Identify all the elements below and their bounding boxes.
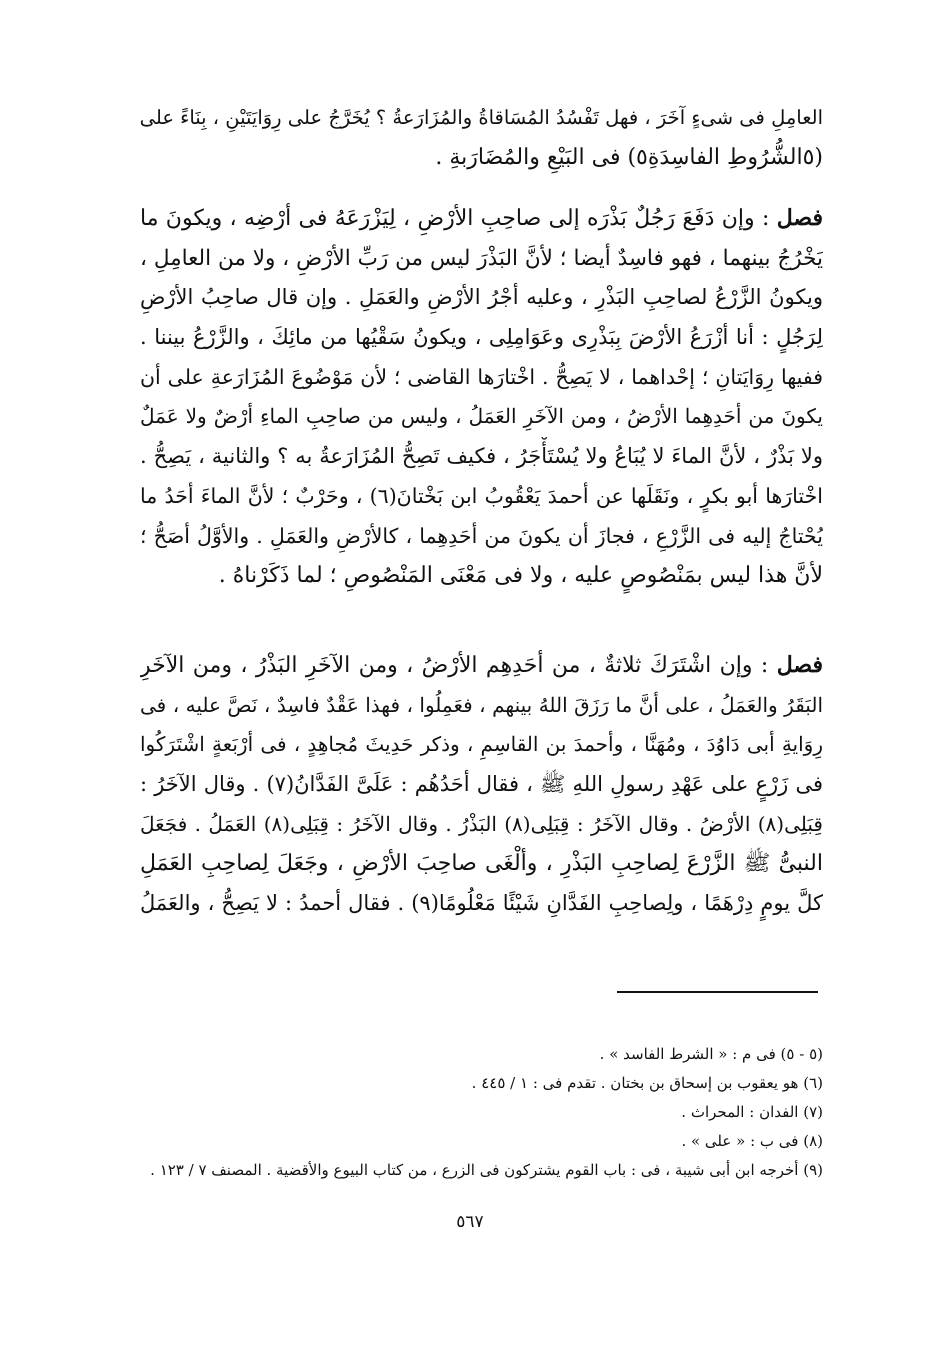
- text-line-body: : وإن دَفَعَ رَجُلٌ بَذْرَه إلى صاحِبِ الأرْضِ ، لِيَزْرَعَهُ فى أرْضِه ، ويكونَ ما: [140, 206, 770, 231]
- footnote: (٩) أخرجه ابن أبى شيبة ، فى : باب القوم يشتركون فى الزرع ، من كتاب البيوع والأقضية . المصنف ٧ / ١٢٣ .: [150, 1161, 823, 1179]
- footnotes: [140, 1040, 823, 1185]
- text-line: (٥الشُّرُوطِ الفاسِدَةِ٥) فى البَيْعِ والمُضَارَبةِ .: [435, 144, 823, 170]
- text-line: لِرَجُلٍ : أنا أزْرَعُ الأرْضَ بِبَذْرِى وعَوَامِلِى ، ويكونُ سَقْيُها من مائِكَ ، والزَّرْعُ بيننا .: [140, 325, 823, 350]
- footnote: (٧) الفدان : المحراث .: [681, 1103, 823, 1121]
- footnote: (٦) هو يعقوب بن إسحاق بن بختان . تقدم فى : ١ / ٤٤٥ .: [471, 1074, 823, 1092]
- text-line: فى زَرْعٍ على عَهْدِ رسولِ اللهِ ﷺ ، فقال أحَدُهُم : عَلَىَّ الفَدَّانُ(٧) . وقال الآخَرُ :: [140, 772, 823, 797]
- text-line: لأنَّ هذا ليس بمَنْصُوصٍ عليه ، ولا فى مَعْنَى المَنْصُوصِ ؛ لما ذَكَرْناهُ .: [218, 563, 823, 589]
- paragraph-1: [140, 98, 823, 177]
- text-line: [140, 199, 823, 239]
- text-line: يُحْتاجُ إليه فى الزَّرْعِ ، فجازَ أن يكونَ من أحَدِهِما ، كالأرْضِ والعَمَلِ . والأوَّلُ أصَحُّ ؛: [140, 523, 823, 548]
- text-line: العامِلِ فى شىءٍ آخَرَ ، فهل تَفْسُدُ المُسَاقاةُ والمُزَارَعةُ ؟ يُخَرَّجُ على رِوَايَتَيْنِ ، بِنَاءً على: [140, 106, 823, 129]
- section-label: فصل: [776, 652, 823, 678]
- text-line: [140, 646, 823, 686]
- text-line: ولا بَذْرٌ ، لأنَّ الماءَ لا يُبَاعُ ولا يُسْتَأْجَرُ ، فكيف تَصِحُّ المُزَارَعةُ به ؟ والثانية ، يَصِحُّ .: [140, 444, 823, 469]
- text-line: كلَّ يومٍ دِرْهَمًا ، ولِصاحِبِ الفَدَّانِ شَيْئًا مَعْلُومًا(٩) . فقال أحمدُ : لا يَصِحُّ ، والعَمَلُ: [140, 891, 823, 916]
- page-number: ٥٦٧: [456, 1212, 484, 1232]
- section-label: فصل: [776, 205, 823, 231]
- text-line: رِوَايةِ أبى دَاوُدَ ، ومُهَنَّا ، وأحمدَ بن القاسِمِ ، وذكر حَدِيثَ مُجاهِدٍ ، فى أرْبَعةٍ اشْتَرَكُوا: [140, 732, 823, 757]
- paragraph-3: [140, 646, 823, 924]
- paragraph-2: [140, 199, 823, 596]
- footnote: (٥ - ٥) فى م : « الشرط الفاسد » .: [599, 1045, 823, 1063]
- text-line: يكونَ من أحَدِهِما الأرْضُ ، ومن الآخَرِ العَمَلُ ، وليس من صاحِبِ الماءِ أرْضٌ ولا عَمَلٌ: [140, 404, 823, 429]
- text-line: البَقَرُ والعَمَلُ ، على أنَّ ما رَزَقَ اللهُ بينهم ، فعَمِلُوا ، فهذا عَقْدٌ فاسِدٌ ، نَصَّ عليه ، فى: [140, 692, 823, 717]
- text-line: اخْتارَها أبو بكرٍ ، ونَقَلَها عن أحمدَ يَعْقُوبُ ابن بَخْتانَ(٦) ، وحَرْبٌ ؛ لأنَّ الماءَ أحَدُ ما: [140, 483, 823, 508]
- text-line: ففيها رِوَايَتانِ ؛ إحْداهما ، لا يَصِحُّ . اخْتارَها القاضى ؛ لأن مَوْضُوعَ المُزَارَعةِ على أن: [140, 364, 823, 389]
- text-line: ويكونُ الزَّرْعُ لصاحِبِ البَذْرِ ، وعليه أجْرُ الأرْضِ والعَمَلِ . وإن قال صاحِبُ الأرْضِ: [140, 285, 823, 310]
- footnote: (٨) فى ب : « على » .: [681, 1132, 823, 1150]
- text-line: يَخْرُجُ بينهما ، فهو فاسِدٌ أيضا ؛ لأنَّ البَذْرَ ليس من رَبِّ الأرْضِ ، ولا من العامِلِ ،: [140, 245, 823, 271]
- text-line: قِبَلِى(٨) الأرْضُ . وقال الآخَرُ : قِبَلِى(٨) البَذْرُ . وقال الآخَرُ : قِبَلِى(٨) العَمَلُ . فجَعَلَ: [140, 811, 823, 836]
- text-line-body: : وإن اشْتَرَكَ ثلاثةٌ ، من أحَدِهِم الأرْضُ ، ومن الآخَرِ البَذْرُ ، ومن الآخَرِ: [140, 653, 769, 678]
- footnote-divider: [617, 991, 818, 993]
- text-line: النبىُّ ﷺ الزَّرْعَ لِصاحِبِ البَذْرِ ، وألْغَى صاحِبَ الأرْضِ ، وجَعَلَ لِصاحِبِ العَمَلِ: [140, 851, 823, 877]
